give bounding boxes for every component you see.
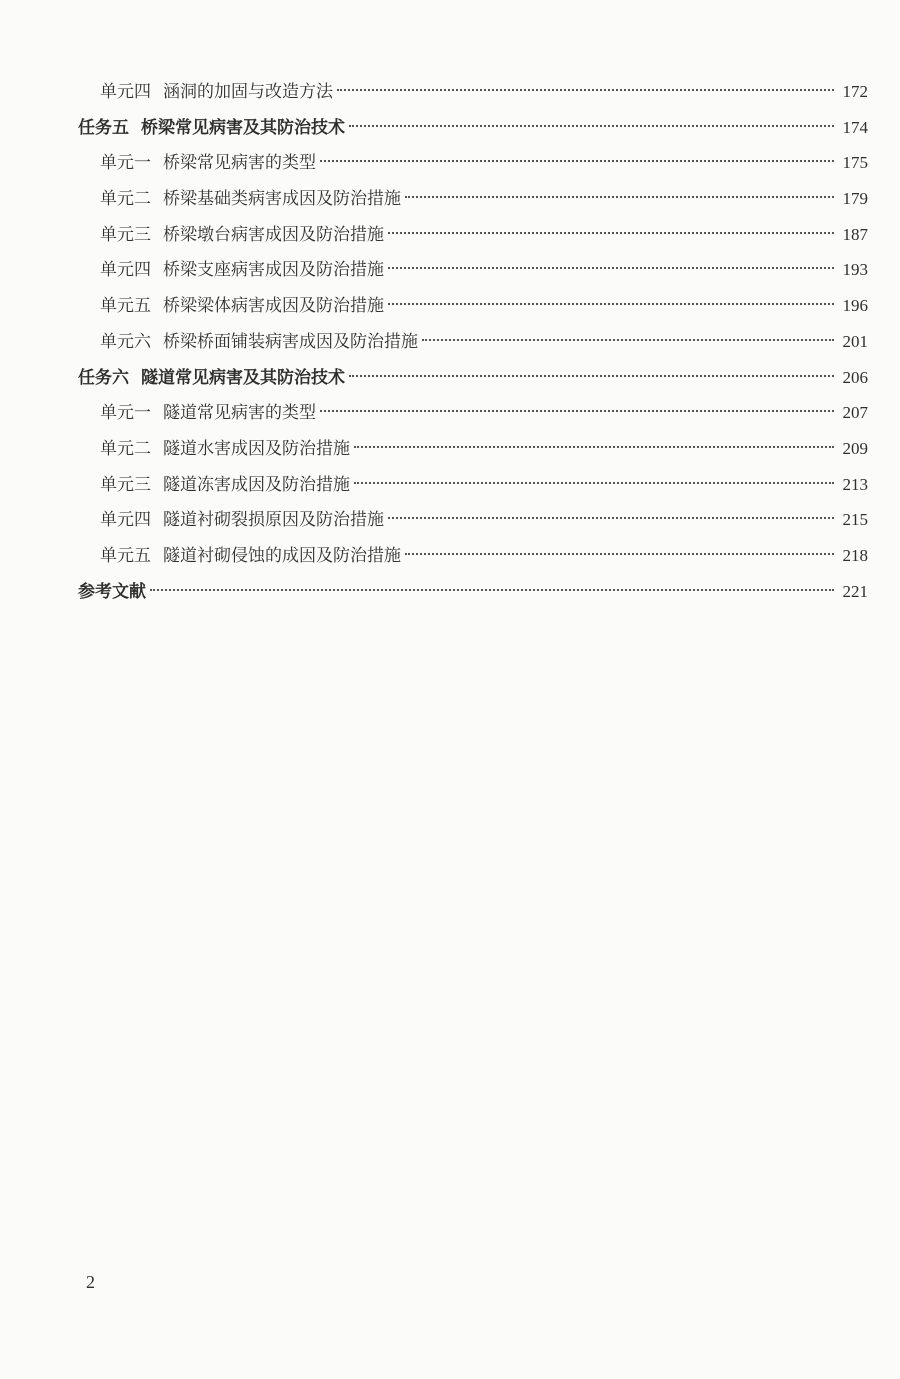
toc-entry-title: 桥梁常见病害的类型 xyxy=(163,153,316,174)
toc-entry[interactable] xyxy=(78,110,868,146)
dot-leader xyxy=(388,267,834,269)
toc-entry-label: 单元四 xyxy=(100,510,151,531)
dot-leader xyxy=(405,196,834,198)
dot-leader xyxy=(388,232,834,234)
toc-entry-page: 207 xyxy=(842,403,868,423)
toc-entry-label: 单元五 xyxy=(100,545,151,566)
toc-entry-page: 196 xyxy=(842,296,868,316)
toc-entry-title: 桥梁基础类病害成因及防治措施 xyxy=(163,189,401,210)
toc-entry-page: 187 xyxy=(842,224,868,244)
toc-entry-title: 桥梁支座病害成因及防治措施 xyxy=(163,260,384,281)
toc-entry-label: 任务五 xyxy=(78,117,129,138)
toc-entry-title: 桥梁梁体病害成因及防治措施 xyxy=(163,296,384,317)
toc-entry[interactable] xyxy=(78,145,868,181)
toc-entry-title: 桥梁常见病害及其防治技术 xyxy=(141,117,345,138)
toc-entry[interactable] xyxy=(78,467,868,503)
toc-entry-label: 单元四 xyxy=(100,260,151,281)
toc-entry-title: 涵洞的加固与改造方法 xyxy=(163,82,333,102)
toc-entry-page: 215 xyxy=(842,510,868,530)
toc-entry-title: 隧道衬砌侵蚀的成因及防治措施 xyxy=(163,545,401,566)
toc-entry[interactable] xyxy=(78,574,868,610)
toc-entry-label: 单元一 xyxy=(100,153,151,174)
toc-entry-label: 单元五 xyxy=(100,296,151,317)
toc-entry-label: 单元一 xyxy=(100,403,151,424)
toc-entry-title: 桥梁墩台病害成因及防治措施 xyxy=(163,224,384,245)
toc-entry-title: 桥梁桥面铺装病害成因及防治措施 xyxy=(163,331,418,352)
toc-entry-title: 参考文献 xyxy=(78,581,146,602)
toc-entry-label: 任务六 xyxy=(78,367,129,388)
toc-entry[interactable] xyxy=(78,395,868,431)
toc-entry-label: 单元三 xyxy=(100,474,151,495)
toc-entry[interactable] xyxy=(78,360,868,396)
toc-entry[interactable] xyxy=(78,217,868,253)
dot-leader xyxy=(320,160,834,162)
toc-entry-page: 209 xyxy=(842,438,868,458)
toc-entry[interactable] xyxy=(78,502,868,538)
dot-leader xyxy=(320,410,834,412)
toc-entry-label: 单元三 xyxy=(100,224,151,245)
toc-entry-page: 179 xyxy=(842,189,868,209)
toc-entry[interactable] xyxy=(78,74,868,110)
toc-entry-title: 隧道水害成因及防治措施 xyxy=(163,438,350,459)
toc-entry-title: 隧道常见病害的类型 xyxy=(163,403,316,424)
toc-entry-label: 单元四 xyxy=(100,82,151,102)
dot-leader xyxy=(354,446,834,448)
toc-entry-page: 175 xyxy=(842,153,868,173)
dot-leader xyxy=(405,553,834,555)
toc-entry[interactable] xyxy=(78,538,868,574)
toc-entry-page: 206 xyxy=(842,367,868,387)
toc-entry-title: 隧道常见病害及其防治技术 xyxy=(141,367,345,388)
dot-leader xyxy=(388,303,834,305)
dot-leader xyxy=(422,339,834,341)
dot-leader xyxy=(388,517,834,519)
toc-entry-label: 单元六 xyxy=(100,331,151,352)
toc-entry[interactable] xyxy=(78,252,868,288)
dot-leader xyxy=(354,482,834,484)
toc-entry-page: 193 xyxy=(842,260,868,280)
toc-entry-label: 单元二 xyxy=(100,189,151,210)
toc-entry[interactable] xyxy=(78,181,868,217)
toc-entry-title: 隧道冻害成因及防治措施 xyxy=(163,474,350,495)
toc-entry[interactable] xyxy=(78,431,868,467)
page-number: 2 xyxy=(86,1272,95,1292)
dot-leader xyxy=(349,375,834,377)
toc-entry-page: 174 xyxy=(842,117,868,137)
table-of-contents xyxy=(78,74,868,609)
toc-entry-page: 218 xyxy=(842,545,868,565)
toc-entry-label: 单元二 xyxy=(100,438,151,459)
toc-entry-page: 201 xyxy=(842,331,868,351)
toc-entry[interactable] xyxy=(78,324,868,360)
dot-leader xyxy=(349,125,834,127)
toc-entry-page: 172 xyxy=(842,82,868,101)
toc-entry-page: 221 xyxy=(842,581,868,601)
toc-entry[interactable] xyxy=(78,288,868,324)
toc-entry-page: 213 xyxy=(842,474,868,494)
dot-leader xyxy=(337,89,834,91)
dot-leader xyxy=(150,589,834,591)
toc-entry-title: 隧道衬砌裂损原因及防治措施 xyxy=(163,510,384,531)
